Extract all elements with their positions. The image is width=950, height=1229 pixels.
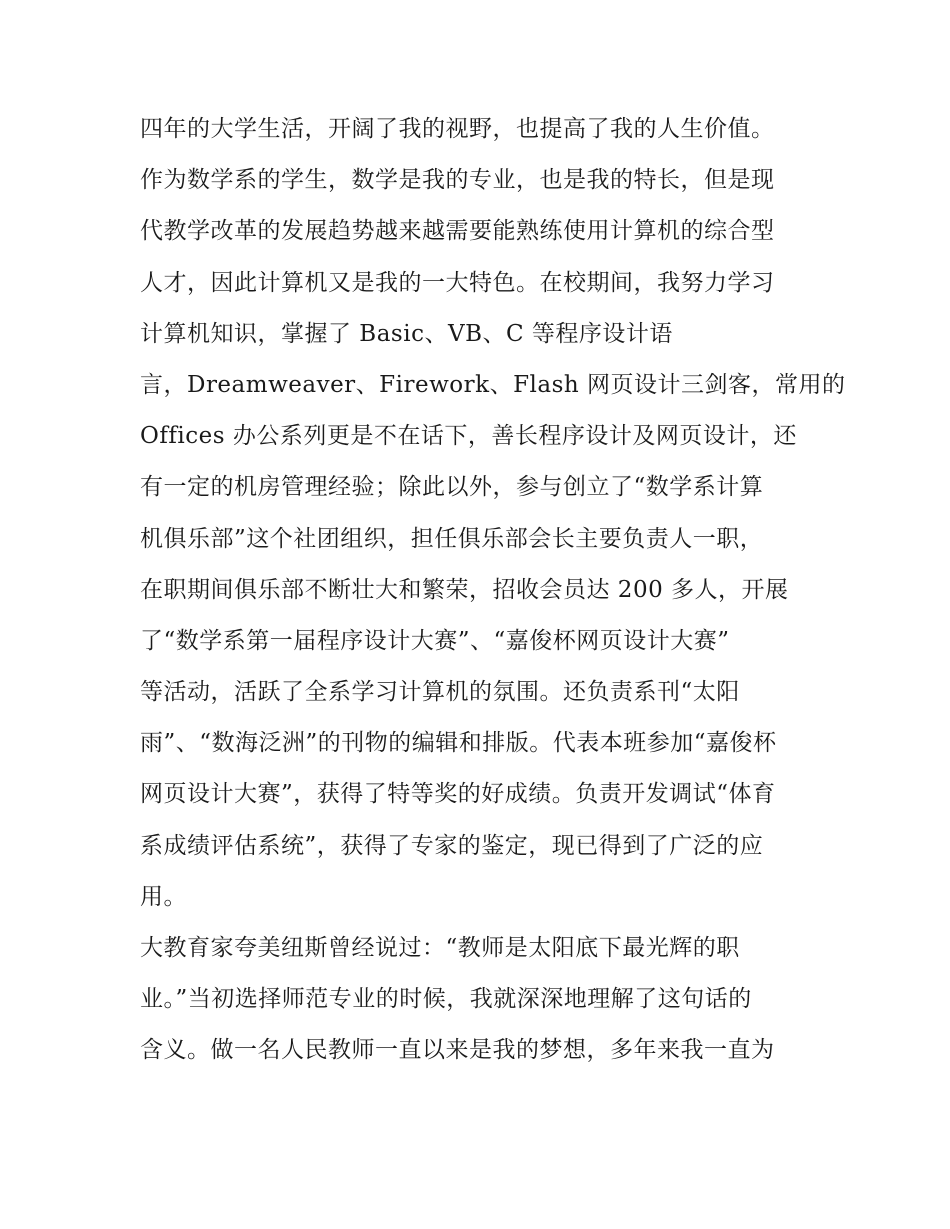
text-line: 业。”当初选择师范专业的时候，我就深深地理解了这句话的 bbox=[140, 986, 752, 1013]
text-line: 人才，因此计算机又是我的一大特色。在校期间，我努力学习 bbox=[140, 269, 775, 296]
text-line: Offices 办公系列更是不在话下，善长程序设计及网页设计，还 bbox=[140, 423, 797, 450]
text-line: 四年的大学生活，开阔了我的视野，也提高了我的人生价值。 bbox=[140, 116, 775, 142]
text-line: 言，Dreamweaver、Firework、Flash 网页设计三剑客，常用的 bbox=[140, 371, 846, 398]
text-line: 大教育家夸美纽斯曾经说过：“教师是太阳底下最光辉的职 bbox=[140, 935, 740, 961]
text-line: 有一定的机房管理经验；除此以外，参与创立了“数学系计算 bbox=[140, 474, 764, 501]
text-line: 用。 bbox=[140, 883, 187, 910]
text-line: 作为数学系的学生，数学是我的专业，也是我的特长，但是现 bbox=[140, 167, 775, 194]
text-line: 在职期间俱乐部不断壮大和繁荣，招收会员达 200 多人，开展 bbox=[140, 576, 789, 603]
text-line: 了“数学系第一届程序设计大赛”、“嘉俊杯网页设计大赛” bbox=[140, 627, 730, 654]
paragraph-1 bbox=[140, 104, 846, 923]
text-line: 雨”、“数海泛洲”的刊物的编辑和排版。代表本班参加“嘉俊杯 bbox=[140, 730, 777, 757]
paragraph-2 bbox=[140, 923, 820, 1077]
text-line: 系成绩评估系统”，获得了专家的鉴定，现已得到了广泛的应 bbox=[140, 832, 764, 859]
document-body bbox=[140, 104, 846, 1077]
text-line: 等活动，活跃了全系学习计算机的氛围。还负责系刊“太阳 bbox=[140, 679, 740, 706]
text-line: 网页设计大赛”，获得了特等奖的好成绩。负责开发调试“体育 bbox=[140, 781, 776, 808]
text-line: 机俱乐部”这个社团组织，担任俱乐部会长主要负责人一职， bbox=[140, 525, 764, 552]
text-line: 代教学改革的发展趋势越来越需要能熟练使用计算机的综合型 bbox=[140, 218, 775, 245]
text-line: 计算机知识，掌握了 Basic、VB、C 等程序设计语 bbox=[140, 320, 673, 347]
text-line: 含义。做一名人民教师一直以来是我的梦想，多年来我一直为 bbox=[140, 1037, 775, 1064]
